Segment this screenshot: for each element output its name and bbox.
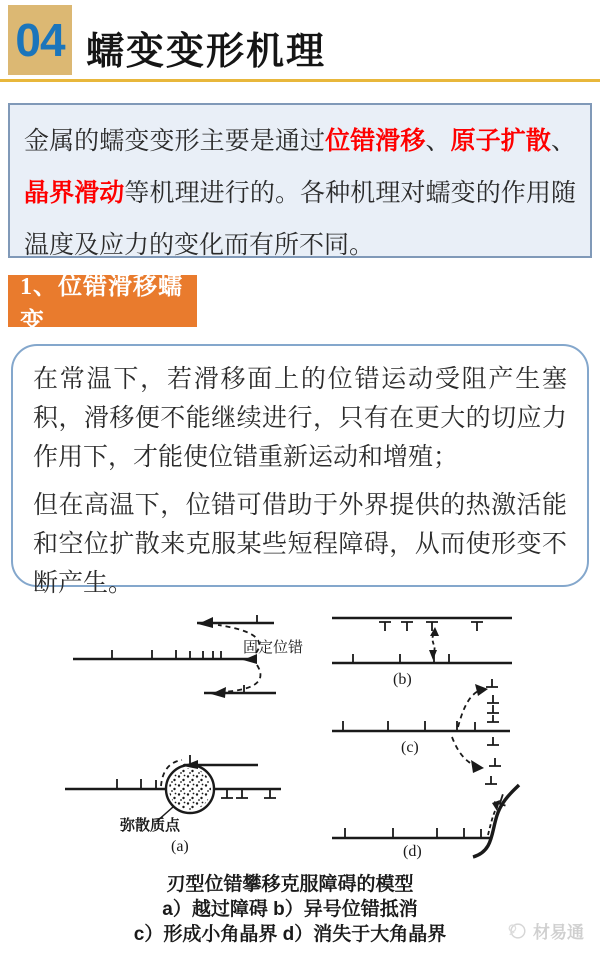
intro-highlight-dislocation-slip: 位错滑移 <box>325 128 426 155</box>
header-divider <box>0 79 600 82</box>
label-subfigure-c: (c) <box>401 739 419 756</box>
section-number-box <box>8 5 72 75</box>
diagram-c <box>332 679 510 784</box>
diagram-b <box>332 618 512 663</box>
section-heading: 1、位错滑移蠕变 <box>8 275 197 327</box>
intro-separator: 、 <box>550 128 576 155</box>
label-subfigure-b: (b) <box>393 671 412 688</box>
label-subfigure-d: (d) <box>403 843 422 860</box>
body-paragraph-1: 在常温下，若滑移面上的位错运动受阻产生塞积，滑移便不能继续进行，只有在更大的切应力作用下，才能使位错重新运动和增殖； <box>33 366 567 471</box>
diagram-a-bottom <box>65 755 281 822</box>
intro-highlight-grain-boundary-sliding: 晶界滑动 <box>24 180 125 207</box>
intro-separator: 、 <box>425 128 451 155</box>
body-text-box <box>11 344 589 597</box>
dislocation-diagram-svg <box>60 603 550 869</box>
intro-segment: 金属的蠕变变形主要是通过 <box>24 128 326 155</box>
section-number: 04 <box>15 14 65 66</box>
caption-ab: a）越过障碍 b）异号位错抵消 <box>162 899 418 920</box>
label-subfigure-a: (a) <box>171 838 189 855</box>
figure-caption <box>10 872 570 947</box>
watermark <box>506 918 584 943</box>
diagram-d <box>332 785 519 857</box>
label-dispersed-particle: 弥散质点 <box>120 818 181 834</box>
caption-cd: c）形成小角晶界 d）消失于大角晶界 <box>133 924 447 945</box>
watermark-text: 材易通 <box>533 923 584 942</box>
label-fixed-dislocation: 固定位错 <box>243 640 304 656</box>
diagram-a-top <box>73 615 276 698</box>
dislocation-climb-figure <box>60 603 550 869</box>
brand-logo-icon <box>506 920 528 942</box>
page-title: 蠕变变形机理 <box>86 31 327 73</box>
intro-segment: 等机理进行的。各种机理对蠕变的作用随温度及应力的变化而有所不同。 <box>24 180 576 259</box>
body-paragraph-2: 但在高温下，位错可借助于外界提供的热激活能和空位扩散来克服某些短程障碍，从而使形变不断产生。 <box>33 492 567 597</box>
intro-text-box <box>8 103 592 258</box>
caption-title: 刃型位错攀移克服障碍的模型 <box>166 874 414 895</box>
intro-highlight-atomic-diffusion: 原子扩散 <box>450 128 551 155</box>
